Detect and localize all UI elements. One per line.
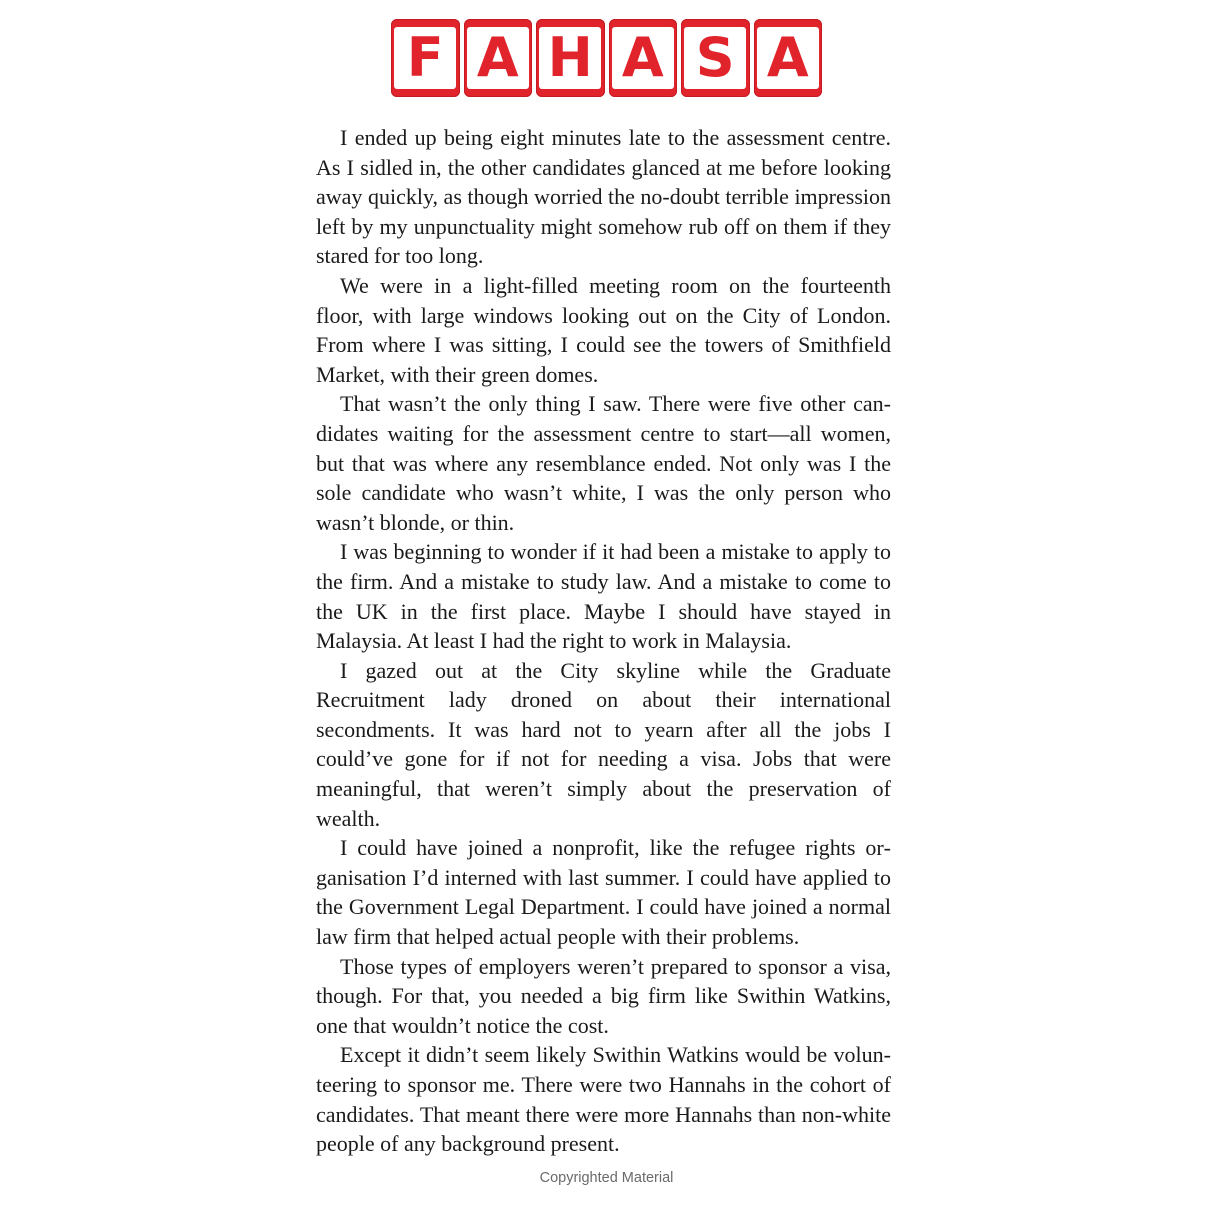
logo-letter-tile	[536, 19, 605, 97]
fahasa-logo	[391, 19, 822, 97]
logo-letter-tile	[391, 19, 460, 97]
logo-letter-tile	[609, 19, 678, 97]
copyright-notice: Copyrighted Material	[539, 1170, 674, 1186]
logo-letter-tile	[464, 19, 533, 97]
paragraph: Those types of employers weren’t prepared to sponsor a visa, though. For that, you needed a big firm like Swithin Watkins, one that wouldn’t notice the cost.	[316, 953, 891, 1038]
paragraph: I gazed out at the City skyline while the Graduate Recruitment lady droned on about their international secondments. It was hard not to yearn after all the jobs I could’ve gone for if not for needing a visa. Jobs that were meaningful, that weren’t simply about the preservation of wealth.	[316, 657, 891, 831]
logo-letter: A	[467, 27, 529, 89]
logo-letter: H	[539, 27, 601, 89]
logo-letter: F	[394, 27, 456, 89]
logo-letter: S	[684, 27, 746, 89]
book-page-text	[316, 123, 891, 1159]
logo-letter-tile	[754, 19, 823, 97]
paragraph: I was beginning to wonder if it had been a mistake to apply to the firm. And a mistake to study law. And a mistake to come to the UK in the first place. Maybe I should have stayed in Malaysia. At least I had the right to work in Malaysia.	[316, 539, 891, 654]
logo-letter-tile	[681, 19, 750, 97]
paragraph: We were in a light-filled meeting room on the fourteenth floor, with large windows looking out on the City of London. From where I was sitting, I could see the towers of Smithfield Market, with their green domes.	[316, 272, 891, 387]
logo-letter: A	[757, 27, 819, 89]
paragraph: Except it didn’t seem likely Swithin Watkins would be volunteering to sponsor me. There were two Hannahs in the cohort of candidates. That meant there were more Hannahs than non-white people of any background present.	[316, 1042, 891, 1157]
paragraph: That wasn’t the only thing I saw. There were five other candidates waiting for the assessment centre to start—all women, but that was where any resemblance ended. Not only was I the sole candidate who wasn’t white, I was the only person who wasn’t blonde, or thin.	[316, 391, 891, 535]
paragraph: I could have joined a nonprofit, like the refugee rights organisation I’d interned with last summer. I could have applied to the Government Legal Department. I could have joined a normal law firm that helped actual people with their problems.	[316, 835, 891, 950]
logo-letter: A	[612, 27, 674, 89]
paragraph: I ended up being eight minutes late to the assessment centre. As I sidled in, the other candidates glanced at me before looking away quickly, as though worried the no-doubt terrible impression left by my unpunctuality might somehow rub off on them if they stared for too long.	[316, 125, 891, 269]
